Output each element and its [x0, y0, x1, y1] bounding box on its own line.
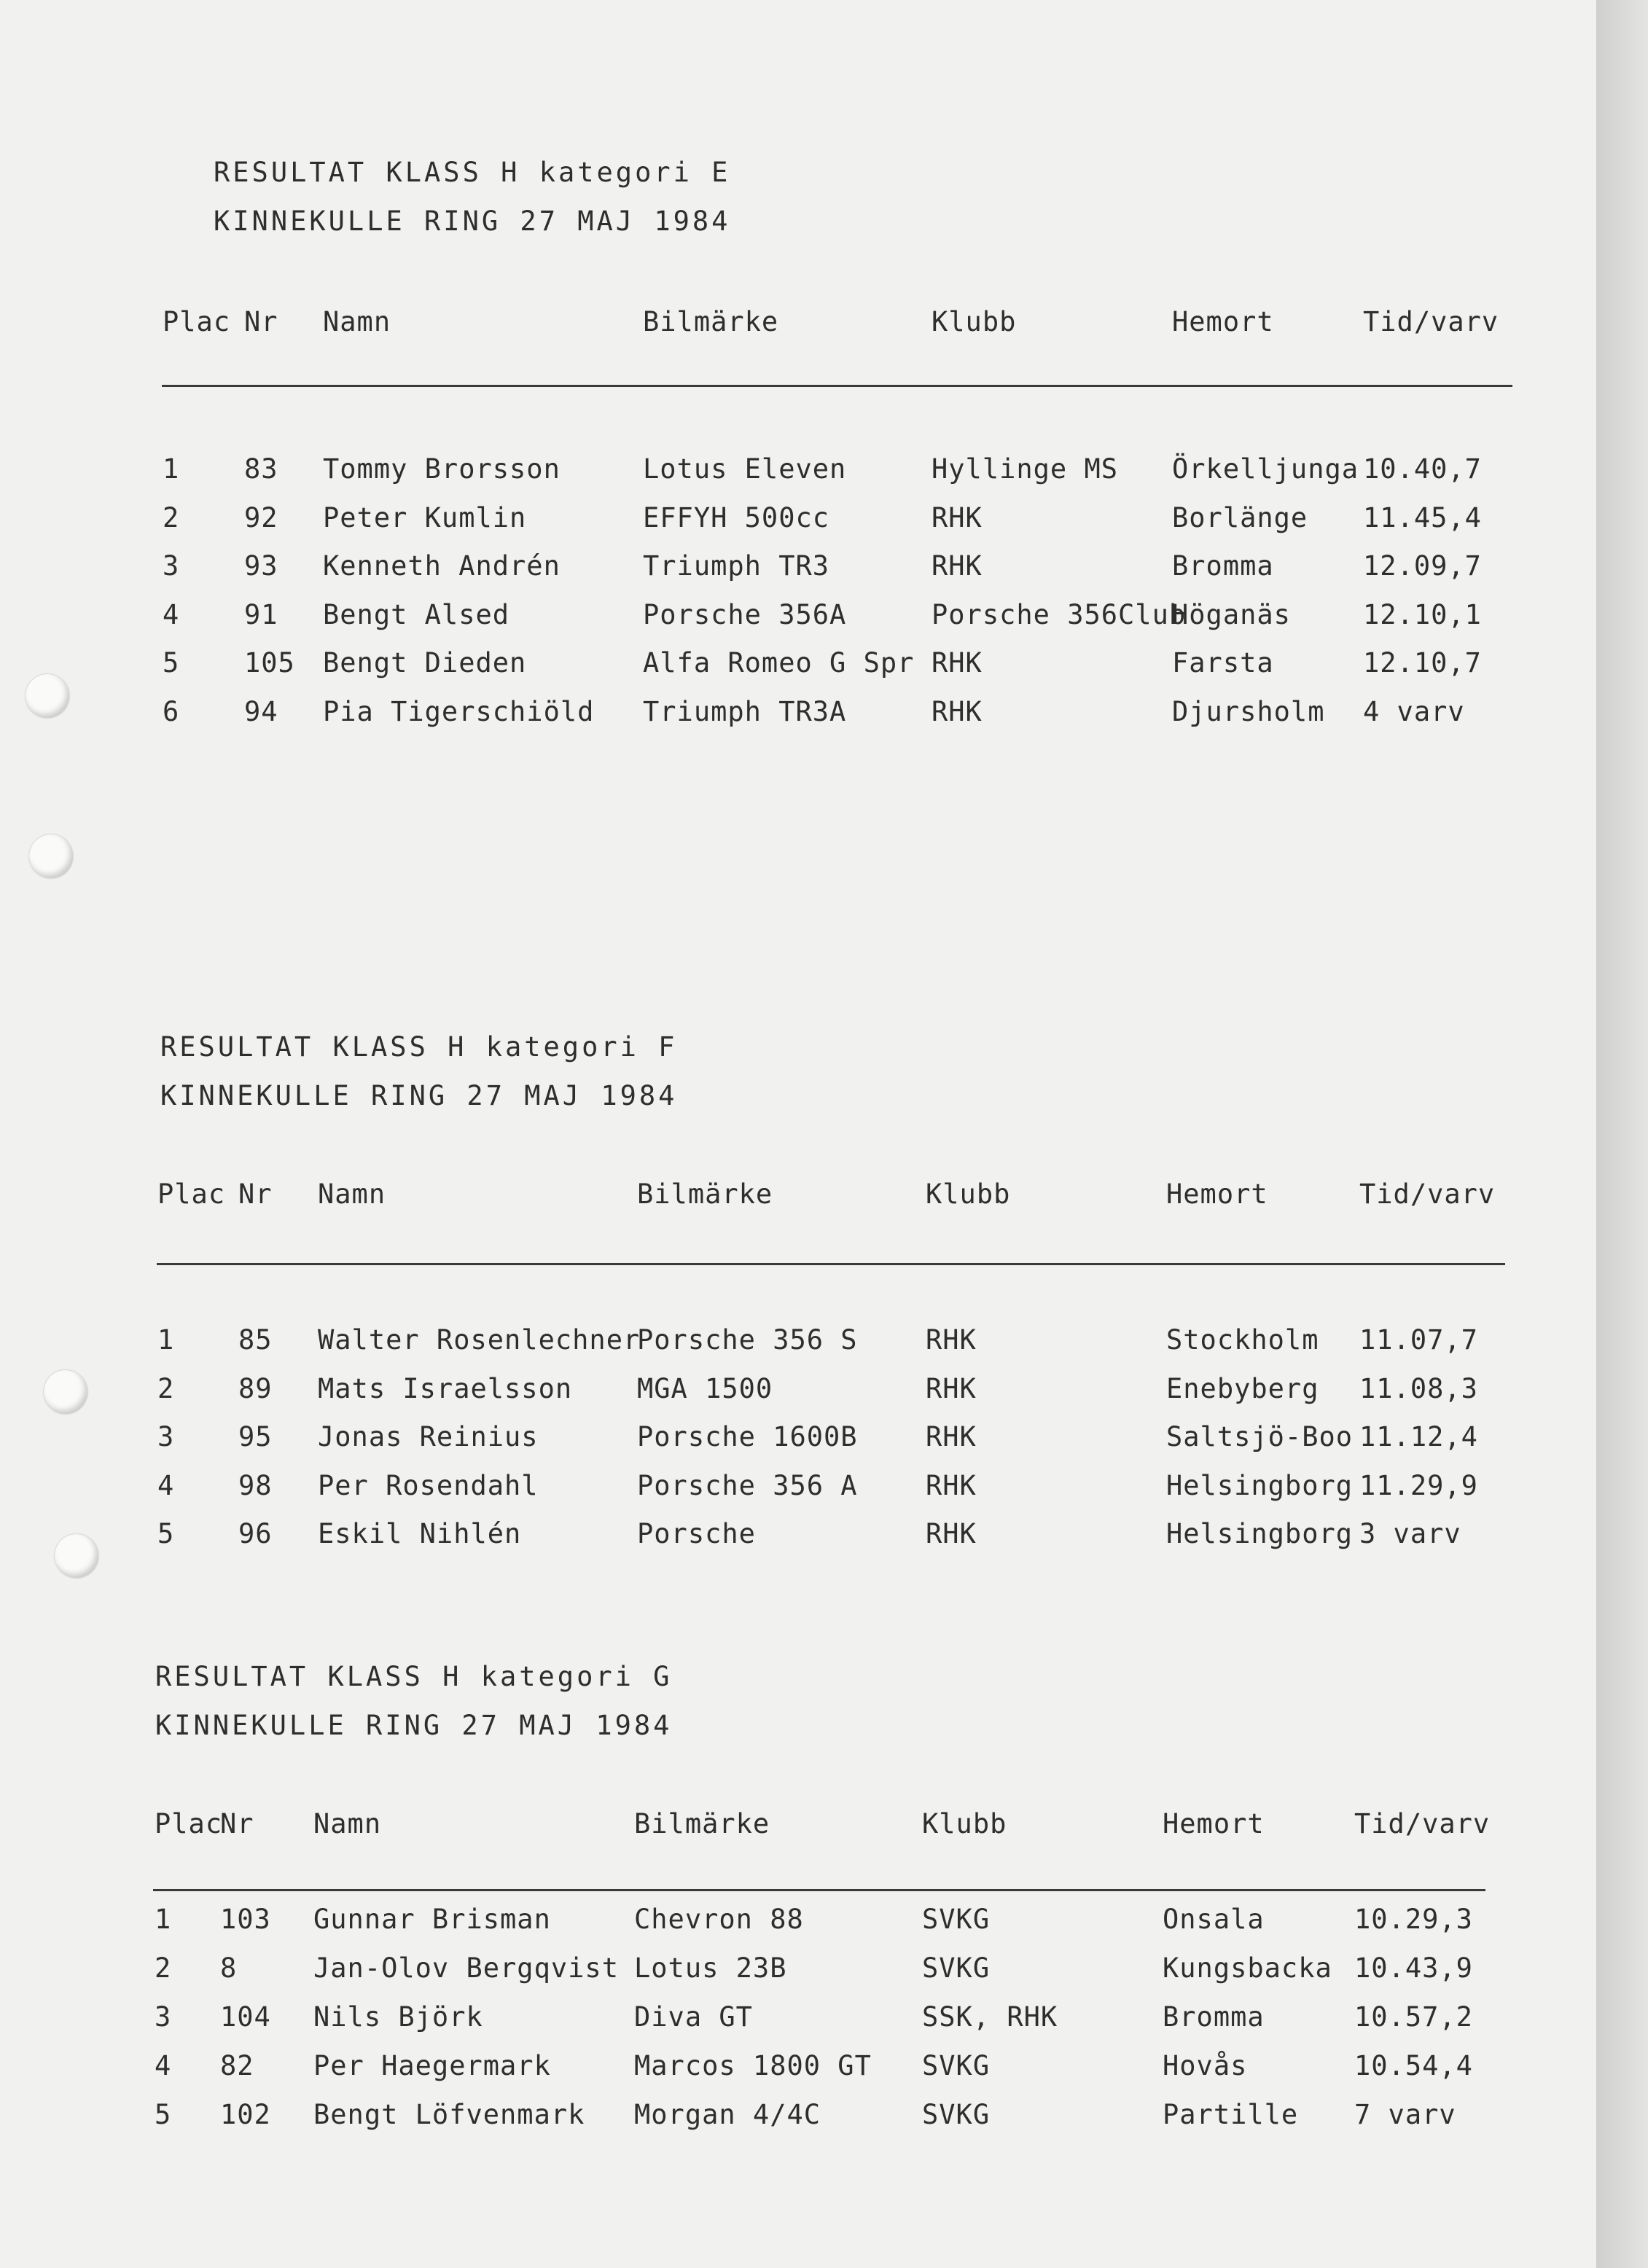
cell-nr: 92 [244, 501, 278, 533]
cell-hemort: Saltsjö-Boo [1166, 1421, 1354, 1452]
column-header-klubb: Klubb [926, 1178, 1011, 1210]
cell-klubb: SVKG [922, 2099, 991, 2130]
cell-bilmarke: EFFYH 500cc [643, 501, 830, 533]
cell-bilmarke: Porsche 356 S [637, 1324, 858, 1356]
cell-nr: 98 [238, 1469, 273, 1501]
cell-klubb: Hyllinge MS [932, 453, 1119, 485]
cell-bilmarke: Porsche 356 A [637, 1469, 858, 1501]
cell-namn: Walter Rosenlechner [318, 1324, 641, 1356]
cell-namn: Mats Israelsson [318, 1372, 573, 1404]
cell-plac: 2 [155, 1952, 172, 1984]
column-header-nr: Nr [220, 1808, 254, 1839]
cell-bilmarke: Chevron 88 [634, 1904, 804, 1935]
cell-tid-varv: 11.07,7 [1359, 1324, 1478, 1356]
punch-hole [29, 834, 73, 878]
cell-nr: 8 [220, 1952, 238, 1984]
cell-nr: 102 [220, 2099, 271, 2130]
cell-plac: 4 [157, 1469, 175, 1501]
column-header-klubb: Klubb [932, 306, 1017, 337]
cell-klubb: SVKG [922, 1952, 991, 1984]
cell-tid-varv: 3 varv [1359, 1518, 1461, 1549]
cell-tid-varv: 10.57,2 [1354, 2001, 1473, 2033]
cell-tid-varv: 12.09,7 [1363, 550, 1482, 582]
cell-plac: 2 [157, 1372, 175, 1404]
column-header-hemort: Hemort [1166, 1178, 1268, 1210]
cell-plac: 6 [163, 695, 180, 727]
cell-namn: Jan-Olov Bergqvist [313, 1952, 619, 1984]
cell-plac: 4 [155, 2050, 172, 2081]
cell-nr: 104 [220, 2001, 271, 2033]
column-header-klubb: Klubb [922, 1808, 1007, 1839]
cell-hemort: Helsingborg [1166, 1518, 1354, 1549]
cell-hemort: Onsala [1163, 1904, 1265, 1935]
cell-nr: 82 [220, 2050, 254, 2081]
column-header-nr: Nr [238, 1178, 273, 1210]
section-subtitle: KINNEKULLE RING 27 MAJ 1984 [155, 1710, 673, 1741]
header-rule [162, 385, 1512, 387]
cell-namn: Bengt Dieden [323, 647, 527, 679]
column-header-hemort: Hemort [1163, 1808, 1265, 1839]
cell-namn: Jonas Reinius [318, 1421, 539, 1452]
cell-bilmarke: Marcos 1800 GT [634, 2050, 872, 2081]
cell-hemort: Borlänge [1172, 501, 1308, 533]
cell-plac: 3 [155, 2001, 172, 2033]
cell-hemort: Örkelljunga [1172, 453, 1359, 485]
cell-klubb: RHK [926, 1469, 977, 1501]
cell-tid-varv: 10.43,9 [1354, 1952, 1473, 1984]
cell-klubb: RHK [926, 1518, 977, 1549]
cell-klubb: Porsche 356Club [932, 598, 1187, 630]
cell-tid-varv: 10.29,3 [1354, 1904, 1473, 1935]
cell-tid-varv: 11.45,4 [1363, 501, 1482, 533]
cell-bilmarke: Diva GT [634, 2001, 753, 2033]
cell-hemort: Helsingborg [1166, 1469, 1354, 1501]
cell-plac: 5 [155, 2099, 172, 2130]
cell-hemort: Djursholm [1172, 695, 1325, 727]
cell-bilmarke: MGA 1500 [637, 1372, 773, 1404]
column-header-tid-varv: Tid/varv [1354, 1808, 1491, 1839]
cell-namn: Pia Tigerschiöld [323, 695, 595, 727]
cell-klubb: RHK [926, 1324, 977, 1356]
section-subtitle: KINNEKULLE RING 27 MAJ 1984 [214, 206, 731, 237]
cell-namn: Nils Björk [313, 2001, 483, 2033]
column-header-bilmarke: Bilmärke [634, 1808, 770, 1839]
cell-tid-varv: 7 varv [1354, 2099, 1456, 2130]
cell-tid-varv: 10.40,7 [1363, 453, 1482, 485]
cell-bilmarke: Lotus Eleven [643, 453, 847, 485]
cell-nr: 96 [238, 1518, 273, 1549]
cell-bilmarke: Triumph TR3A [643, 695, 847, 727]
header-rule [153, 1889, 1485, 1891]
cell-bilmarke: Lotus 23B [634, 1952, 787, 1984]
cell-plac: 5 [163, 647, 180, 679]
cell-nr: 103 [220, 1904, 271, 1935]
cell-hemort: Bromma [1172, 550, 1274, 582]
column-header-nr: Nr [244, 306, 278, 337]
cell-tid-varv: 12.10,7 [1363, 647, 1482, 679]
cell-bilmarke: Porsche 356A [643, 598, 847, 630]
cell-bilmarke: Porsche 1600B [637, 1421, 858, 1452]
cell-namn: Eskil Nihlén [318, 1518, 522, 1549]
cell-klubb: RHK [932, 695, 983, 727]
cell-klubb: RHK [932, 647, 983, 679]
page-edge [1596, 0, 1648, 2268]
cell-nr: 83 [244, 453, 278, 485]
cell-plac: 2 [163, 501, 180, 533]
cell-nr: 93 [244, 550, 278, 582]
column-header-namn: Namn [313, 1808, 382, 1839]
cell-namn: Peter Kumlin [323, 501, 527, 533]
cell-nr: 105 [244, 647, 295, 679]
cell-plac: 1 [157, 1324, 175, 1356]
punch-hole [55, 1534, 98, 1578]
cell-klubb: SVKG [922, 2050, 991, 2081]
cell-tid-varv: 11.12,4 [1359, 1421, 1478, 1452]
column-header-namn: Namn [323, 306, 391, 337]
cell-hemort: Höganäs [1172, 598, 1291, 630]
cell-namn: Kenneth Andrén [323, 550, 561, 582]
cell-tid-varv: 11.08,3 [1359, 1372, 1478, 1404]
section-subtitle: KINNEKULLE RING 27 MAJ 1984 [160, 1080, 678, 1111]
cell-plac: 4 [163, 598, 180, 630]
cell-nr: 95 [238, 1421, 273, 1452]
cell-namn: Bengt Löfvenmark [313, 2099, 585, 2130]
column-header-plac: Plac [163, 306, 231, 337]
cell-plac: 3 [157, 1421, 175, 1452]
cell-bilmarke: Alfa Romeo G Spr [643, 647, 915, 679]
cell-hemort: Farsta [1172, 647, 1274, 679]
section-title: RESULTAT KLASS H kategori F [160, 1031, 678, 1063]
header-rule [157, 1263, 1505, 1265]
cell-bilmarke: Morgan 4/4C [634, 2099, 821, 2130]
cell-plac: 3 [163, 550, 180, 582]
cell-hemort: Hovås [1163, 2050, 1248, 2081]
cell-tid-varv: 10.54,4 [1354, 2050, 1473, 2081]
column-header-namn: Namn [318, 1178, 386, 1210]
cell-tid-varv: 11.29,9 [1359, 1469, 1478, 1501]
punch-hole [26, 674, 69, 718]
cell-hemort: Enebyberg [1166, 1372, 1319, 1404]
cell-namn: Per Haegermark [313, 2050, 551, 2081]
section-title: RESULTAT KLASS H kategori G [155, 1661, 673, 1692]
column-header-tid-varv: Tid/varv [1359, 1178, 1496, 1210]
cell-klubb: RHK [932, 501, 983, 533]
column-header-plac: Plac [157, 1178, 226, 1210]
cell-klubb: SSK, RHK [922, 2001, 1058, 2033]
cell-bilmarke: Porsche [637, 1518, 756, 1549]
cell-klubb: RHK [926, 1421, 977, 1452]
cell-nr: 85 [238, 1324, 273, 1356]
cell-klubb: RHK [926, 1372, 977, 1404]
column-header-hemort: Hemort [1172, 306, 1274, 337]
cell-hemort: Bromma [1163, 2001, 1265, 2033]
cell-tid-varv: 12.10,1 [1363, 598, 1482, 630]
column-header-bilmarke: Bilmärke [637, 1178, 773, 1210]
cell-nr: 89 [238, 1372, 273, 1404]
cell-bilmarke: Triumph TR3 [643, 550, 830, 582]
cell-nr: 94 [244, 695, 278, 727]
cell-hemort: Kungsbacka [1163, 1952, 1332, 1984]
section-title: RESULTAT KLASS H kategori E [214, 157, 731, 188]
column-header-tid-varv: Tid/varv [1363, 306, 1499, 337]
column-header-bilmarke: Bilmärke [643, 306, 779, 337]
cell-hemort: Stockholm [1166, 1324, 1319, 1356]
cell-namn: Gunnar Brisman [313, 1904, 551, 1935]
cell-klubb: RHK [932, 550, 983, 582]
column-header-plac: Plac [155, 1808, 223, 1839]
cell-plac: 1 [163, 453, 180, 485]
cell-namn: Tommy Brorsson [323, 453, 561, 485]
cell-namn: Bengt Alsed [323, 598, 510, 630]
cell-plac: 1 [155, 1904, 172, 1935]
cell-plac: 5 [157, 1518, 175, 1549]
cell-hemort: Partille [1163, 2099, 1299, 2130]
cell-klubb: SVKG [922, 1904, 991, 1935]
cell-namn: Per Rosendahl [318, 1469, 539, 1501]
punch-hole [44, 1370, 87, 1414]
cell-nr: 91 [244, 598, 278, 630]
cell-tid-varv: 4 varv [1363, 695, 1465, 727]
